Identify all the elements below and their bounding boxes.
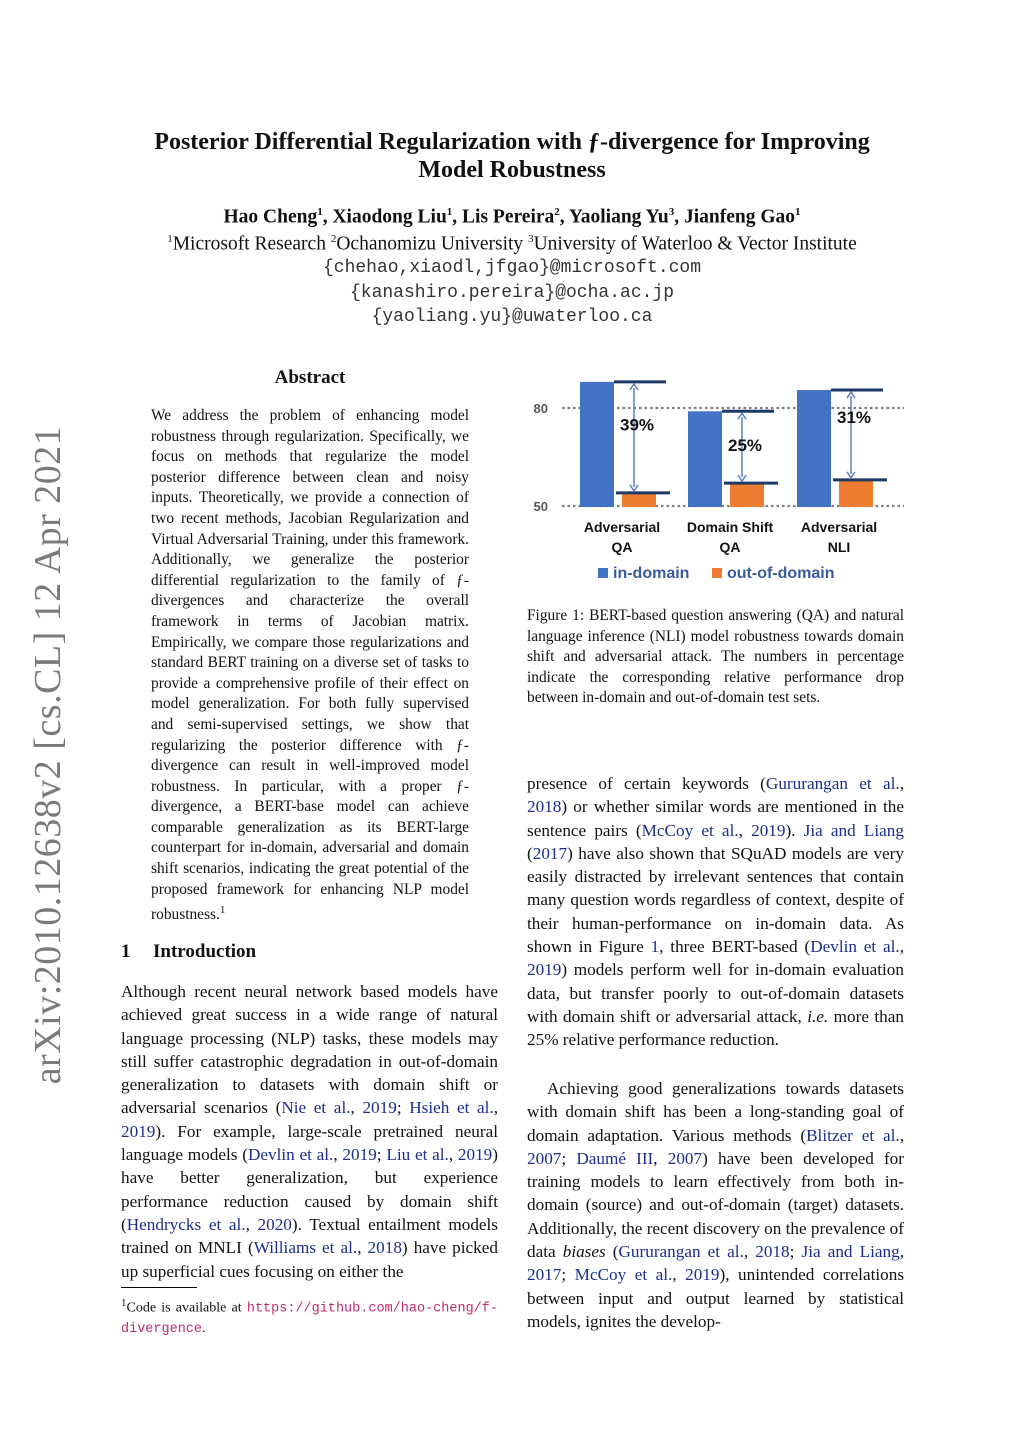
text-run: ;	[376, 1145, 387, 1165]
text-run: (	[605, 1242, 619, 1262]
section-number: 1	[121, 941, 131, 962]
citation-link[interactable]: Devlin et al.	[247, 1145, 334, 1165]
text-run: ) or whether similar words are mentioned in the sentence pairs (	[527, 797, 904, 840]
footnote-link[interactable]: https://github.com/hao-cheng/f-divergence	[121, 1301, 498, 1337]
author: Yaoliang Yu	[568, 206, 669, 228]
text-run: ;	[561, 1148, 577, 1168]
citation-link[interactable]: Daumé III	[576, 1148, 654, 1168]
bar-out-of-domain	[839, 480, 873, 507]
text-run: ,	[743, 1242, 756, 1262]
x-category-label: NLI	[827, 539, 851, 555]
text-run: ) have picked up superficial cues focusing on either the	[121, 1238, 498, 1281]
text-run: ,	[899, 774, 904, 793]
text-run: ,	[245, 1214, 258, 1234]
citation-link[interactable]: 2018	[367, 1238, 402, 1258]
citation-link[interactable]: 2007	[527, 1148, 562, 1168]
section-heading	[121, 941, 256, 963]
affiliation: University of Waterloo & Vector Institute	[533, 233, 857, 255]
legend-swatch	[598, 568, 608, 578]
aff-num: 3	[528, 233, 534, 245]
text-run: i.e.	[807, 1006, 829, 1026]
intro-paragraph-right-2	[527, 1077, 904, 1333]
text-run: presence of certain keywords (	[527, 774, 766, 793]
citation-link[interactable]: Gururangan et al.	[618, 1242, 744, 1262]
text-run: , three BERT-based (	[659, 937, 811, 957]
text-run: ), unintended correlations between input and output learned by statistical models, ignites the develop-	[527, 1265, 905, 1331]
text-run: ) have also shown that SQuAD models are very easily distracted by irrelevant sentences that contain many question words regardless of context, despite of their human-performance on in-domain data. As shown in Figure	[527, 843, 904, 957]
bar-out-of-domain	[622, 493, 656, 507]
x-category-label: Adversarial	[800, 519, 878, 535]
text-run: ,	[493, 1098, 498, 1118]
citation-link[interactable]: 2017	[527, 1265, 562, 1285]
section-title: Introduction	[153, 941, 257, 962]
bar-in-domain	[797, 390, 831, 507]
citation-link[interactable]: 1	[650, 937, 660, 957]
author-aff: 2	[554, 206, 560, 218]
affiliation: Ochanomizu University	[336, 233, 524, 255]
arxiv-id: arXiv:2010.12638v2 [cs.CL] 12 Apr 2021	[27, 425, 69, 1085]
citation-link[interactable]: Nie et al.	[281, 1098, 351, 1118]
citation-link[interactable]: 2007	[667, 1148, 703, 1168]
drop-percent-label: 25%	[727, 436, 763, 456]
citation-link[interactable]: 2020	[257, 1214, 292, 1234]
y-tick-label: 50	[533, 499, 548, 514]
author: Xiaodong Liu	[332, 206, 447, 228]
x-category-label: QA	[611, 539, 633, 555]
text-run: ,	[899, 1125, 904, 1145]
footnote-ref[interactable]: 1	[219, 904, 226, 917]
citation-link[interactable]: Liu et al.	[386, 1145, 449, 1165]
author-list: Hao Cheng$^1$, Xiaodong Liu$^1$, Lis Pereira$^2$, Yaoliang Yu$^3$, Jianfeng Gao$^1$	[223, 206, 801, 228]
text-run: biases	[562, 1242, 606, 1262]
author-aff: 3	[668, 206, 675, 218]
text-run: ;	[789, 1242, 802, 1262]
x-category-label: QA	[719, 539, 741, 555]
author-aff: 1	[795, 206, 801, 218]
abstract-text: We address the problem of enhancing model robustness through regularization. Specifically, we focus on methods that regularize the model posterior difference between clean and noisy inputs. Theoretically, we provide a connection of two recent methods, Jacobian Regularization and Virtual Adversarial Training, under this framework. Additionally, we generalize the posterior differential regularization to the family of ƒ-divergences and characterize the overall framework in terms of Jacobian matrix. Empirically, we compare those regularizations and standard BERT training on a diverse set of tasks to provide a comprehensive profile of their effect on model generalization. For both fully supervised and semi-supervised settings, we show that regularizing the posterior difference with ƒ-divergence can result in well-improved model robustness. In particular, with a proper ƒ-divergence, a BERT-base model can achieve comparable generalization as its BERT-large counterpart for in-domain, adversarial and domain shift scenarios, indicating the great potential of the proposed framework for enhancing NLP model robustness.	[151, 407, 469, 924]
citation-link[interactable]: Gururangan et al.	[765, 774, 900, 793]
footnote-text: Code is available at	[126, 1300, 247, 1316]
email-line: {kanashiro.pereira}@ocha.ac.jp	[349, 283, 675, 303]
legend-label: in-domain	[613, 565, 690, 582]
text-run: ;	[561, 1265, 575, 1285]
text-run: ,	[333, 1145, 343, 1165]
citation-link[interactable]: 2019	[362, 1098, 397, 1118]
author: Lis Pereira	[462, 206, 555, 228]
citation-link[interactable]: Devlin et al.	[810, 937, 900, 957]
author-aff: 1	[317, 206, 323, 218]
text-run: ,	[899, 1242, 904, 1262]
bar-in-domain	[688, 411, 722, 507]
abstract-heading: Abstract	[274, 367, 346, 388]
arxiv-sidebar	[18, 425, 78, 1085]
affiliations	[120, 233, 904, 256]
author-aff: 1	[446, 206, 453, 218]
drop-percent-label: 39%	[619, 415, 655, 435]
footnote-rule	[121, 1287, 197, 1288]
intro-paragraph-right	[527, 772, 904, 1052]
citation-link[interactable]: Jia and Liang	[801, 1242, 900, 1262]
email-line: {chehao,xiaodl,jfgao}@microsoft.com	[322, 258, 702, 278]
paper-title: Posterior Differential Regularization with ƒ-divergence for Improving Model Robustness	[154, 129, 870, 183]
email-line: {yaoliang.yu}@uwaterloo.ca	[371, 307, 653, 327]
citation-link[interactable]: McCoy et al.	[574, 1265, 673, 1285]
aff-num: 1	[167, 233, 173, 245]
abstract-body	[151, 406, 469, 926]
footnote-mark: 1	[121, 1297, 127, 1309]
text-run: ,	[350, 1098, 363, 1118]
citation-link[interactable]: McCoy et al.	[641, 820, 739, 840]
text-run: ;	[396, 1098, 410, 1118]
citation-link[interactable]: Blitzer et al.	[806, 1125, 900, 1145]
text-run: Achieving good generalizations towards datasets with domain shift has been a long-standing goal of domain adaptation. Various methods (	[527, 1079, 904, 1145]
citation-link[interactable]: Hsieh et al.	[409, 1098, 494, 1118]
bar-in-domain	[580, 382, 614, 507]
x-category-label: Domain Shift	[686, 519, 774, 535]
intro-paragraph-left	[121, 980, 498, 1283]
citation-link[interactable]: Hendrycks et al.	[126, 1214, 246, 1234]
text-run: more than 25% relative performance reduction.	[527, 1006, 904, 1050]
citation-link[interactable]: 2019	[751, 820, 786, 840]
citation-link[interactable]: 2017	[532, 843, 568, 863]
text-run: ,	[448, 1145, 458, 1165]
footnote-end: .	[202, 1320, 206, 1336]
author: Hao Cheng	[223, 206, 318, 228]
bar-out-of-domain	[730, 483, 764, 507]
citation-link[interactable]: 2019	[121, 1121, 156, 1141]
citation-link[interactable]: 2019	[527, 960, 562, 980]
x-category-label: Adversarial	[583, 519, 661, 535]
text-run: (	[527, 843, 533, 863]
footnote	[121, 1294, 498, 1339]
figure-caption: Figure 1: BERT-based question answering (QA) and natural language inference (NLI) model robustness towards domain shift and adversarial attack. The numbers in percentage indicate the corresponding relative performance drop between in-domain and out-of-domain test sets.	[527, 607, 904, 707]
text-run: ,	[672, 1265, 686, 1285]
citation-link[interactable]: 2018	[527, 797, 562, 817]
citation-link[interactable]: 2019	[685, 1265, 720, 1285]
text-run: ) have been developed for training models to learn effectively from both in-domain (source) and out-of-domain (target) datasets. Additionally, the recent discovery on the prevalence of data	[527, 1148, 905, 1262]
citation-link[interactable]: 2018	[755, 1242, 790, 1262]
citation-link[interactable]: 2019	[342, 1145, 377, 1165]
text-run: Although recent neural network based models have achieved great success in a wide range of natural language processing (NLP) tasks, these models may still suffer catastrophic degradation in out-of-domain generalization to datasets with domain shift or adversarial scenarios (	[121, 982, 498, 1118]
citation-link[interactable]: 2019	[457, 1145, 493, 1165]
text-run: ,	[899, 937, 905, 957]
text-run: ,	[653, 1148, 668, 1168]
author: Jianfeng Gao	[683, 206, 796, 228]
drop-percent-label: 31%	[836, 407, 872, 427]
text-run: ,	[357, 1238, 368, 1258]
y-tick-label: 80	[533, 401, 548, 416]
text-run: ,	[738, 820, 752, 840]
text-run: ).	[785, 820, 804, 840]
citation-link[interactable]: Jia and Liang	[803, 820, 904, 840]
text-run: ). Textual entailment models trained on MNLI (	[121, 1214, 498, 1258]
text-run: ) have better generalization, but experience performance reduction caused by domain shift (	[121, 1145, 498, 1234]
text-run: ). For example, large-scale pretrained neural language models (	[121, 1121, 498, 1165]
aff-num: 2	[330, 233, 337, 245]
affiliation: Microsoft Research	[172, 233, 326, 255]
legend-swatch	[712, 568, 722, 578]
figure-1-chart	[528, 372, 904, 594]
legend-label: out-of-domain	[727, 565, 835, 582]
text-run: ) models perform well for in-domain evaluation data, but transfer poorly to out-of-domain datasets with domain shift or adversarial attack,	[527, 960, 904, 1026]
citation-link[interactable]: Williams et al.	[253, 1238, 358, 1258]
